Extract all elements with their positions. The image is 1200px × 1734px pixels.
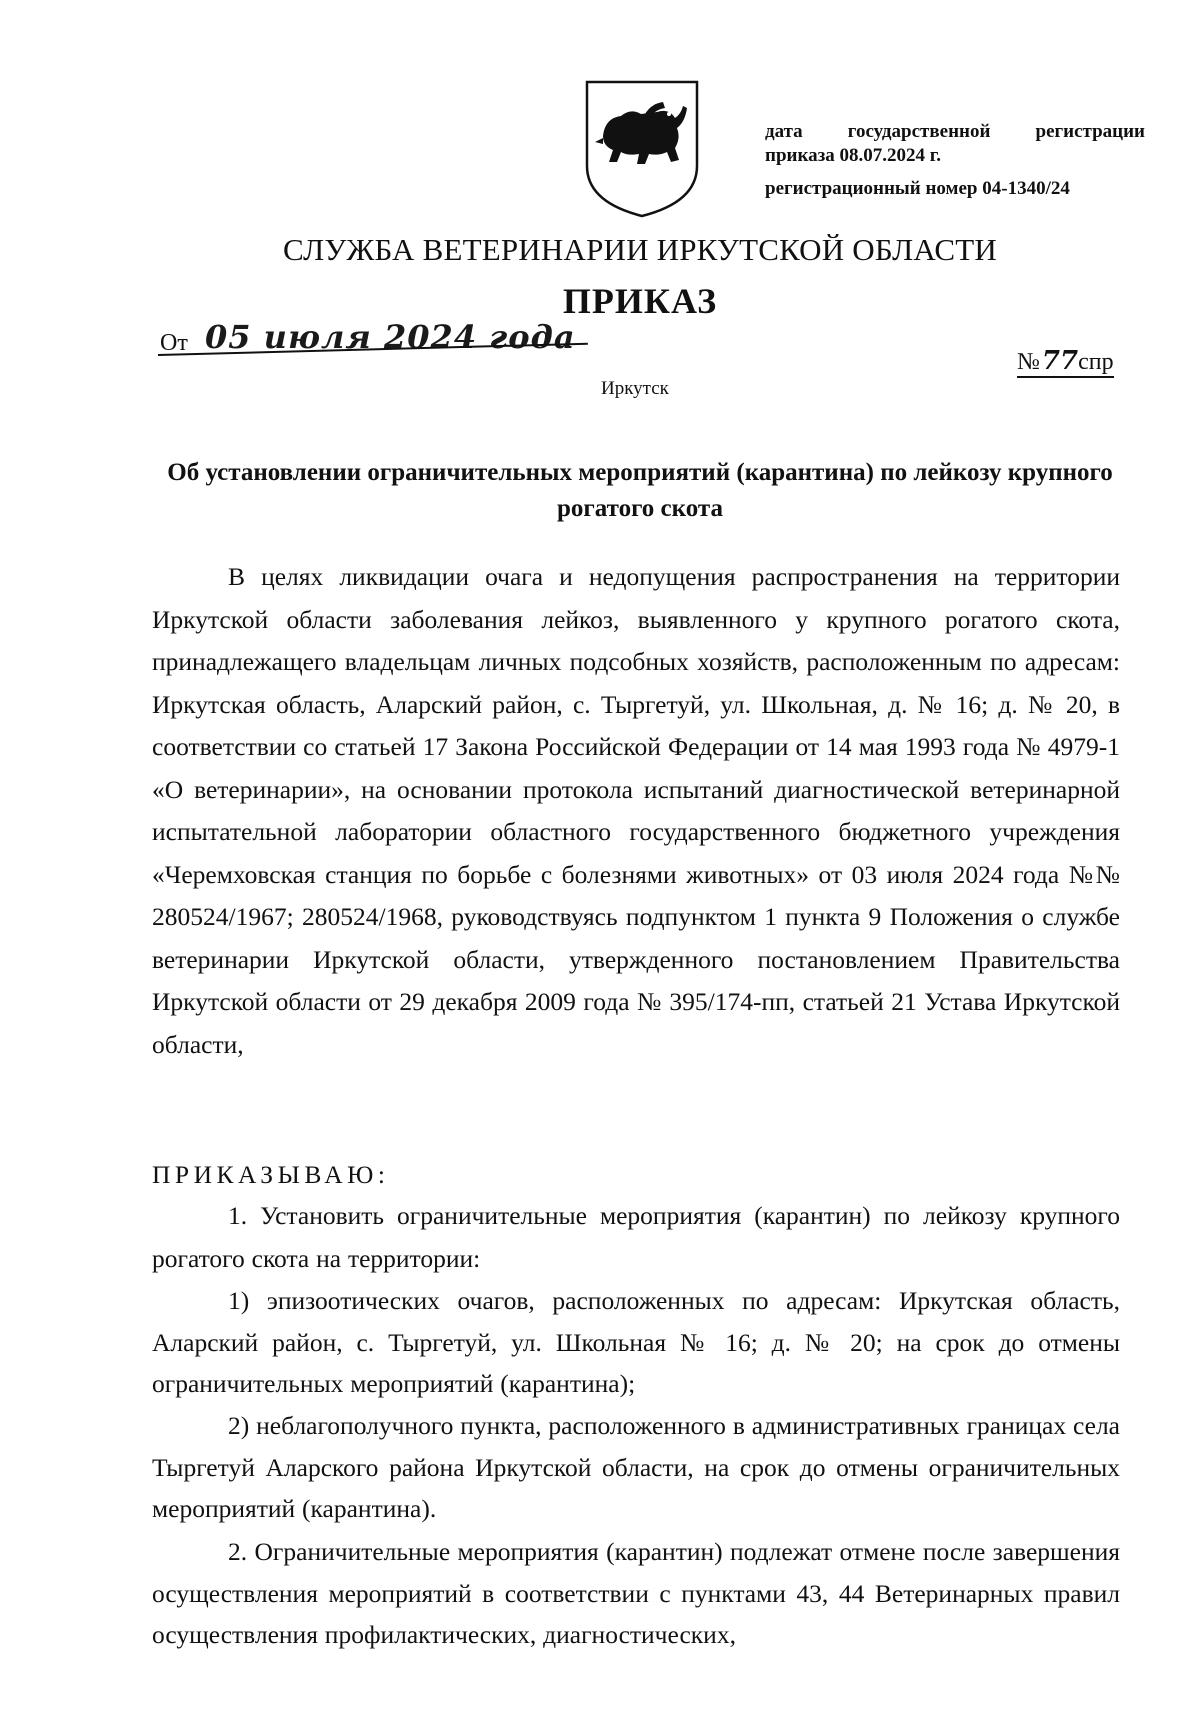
document-title: Об установлении ограничительных мероприятий (карантина) по лейкозу крупного рогатого скота bbox=[167, 459, 1113, 522]
irkutsk-coat-of-arms-icon bbox=[583, 78, 701, 220]
item-1-1-paragraph: 1) эпизоотических очагов, расположенных по адресам: Иркутская область, Аларский район, с. Тыргетуй, ул. Школьная № 16; д. № 20; на срок до отмены ограничительных мероприятий (карантина); bbox=[152, 1286, 1120, 1398]
document-type: ПРИКАЗ bbox=[562, 281, 718, 321]
decree-word: ПРИКАЗЫВАЮ: bbox=[152, 1160, 390, 1189]
number-suffix: спр bbox=[1078, 349, 1114, 375]
order-number bbox=[1017, 346, 1114, 376]
registration-date-label: дата государственной регистрации bbox=[765, 121, 1145, 142]
number-prefix: № bbox=[1017, 349, 1040, 375]
registration-number: регистрационный номер 04-1340/24 bbox=[765, 178, 1070, 199]
handwritten-number: 77 bbox=[1041, 346, 1079, 376]
item-1-2-paragraph: 2) неблагополучного пункта, расположенного в административных границах села Тыргетуй Аларского района Иркутской области, на срок до отмены ограничительных мероприятий (карантина). bbox=[152, 1411, 1120, 1523]
item-2-paragraph: 2. Ограничительные мероприятия (карантин) подлежат отмене после завершения осуществления мероприятий в соответствии с пунктами 43, 44 Ветеринарных правил осуществления профилактических, диагностических, bbox=[152, 1537, 1120, 1649]
item-1-paragraph: 1. Установить ограничительные мероприятия (карантин) по лейкозу крупного рогатого скота на территории: bbox=[152, 1201, 1120, 1273]
registration-date-value: приказа 08.07.2024 г. bbox=[765, 145, 941, 166]
preamble-paragraph: В целях ликвидации очага и недопущения распространения на территории Иркутской области заболевания лейкоз, выявленного у крупного рогатого скота, принадлежащего владельцам личных подсобных хозяйств, расположенным по адресам: Иркутская область, Аларский район, с. Тыргетуй, ул. Школьная, д. № 16; д. № 20, в соответствии со статьей 17 Закона Российской Федерации от 14 мая 1993 года № 4979-1 «О ветеринарии», на основании протокола испытаний диагностической ветеринарной испытательной лаборатории областного государственного бюджетного учреждения «Черемховская станция по борьбе с болезнями животных» от 03 июля 2024 года №№ 280524/1967; 280524/1968, руководствуясь подпунктом 1 пункта 9 Положения о службе ветеринарии Иркутской области, утвержденного постановлением Правительства Иркутской области от 29 декабря 2009 года № 395/174-пп, статьей 21 Устава Иркутской области, bbox=[152, 562, 1120, 1059]
handwritten-date: 05 июля 2024 года bbox=[205, 318, 576, 356]
date-prefix: От bbox=[160, 330, 188, 356]
agency-name: СЛУЖБА ВЕТЕРИНАРИИ ИРКУТСКОЙ ОБЛАСТИ bbox=[283, 232, 997, 267]
city: Иркутск bbox=[601, 378, 669, 399]
